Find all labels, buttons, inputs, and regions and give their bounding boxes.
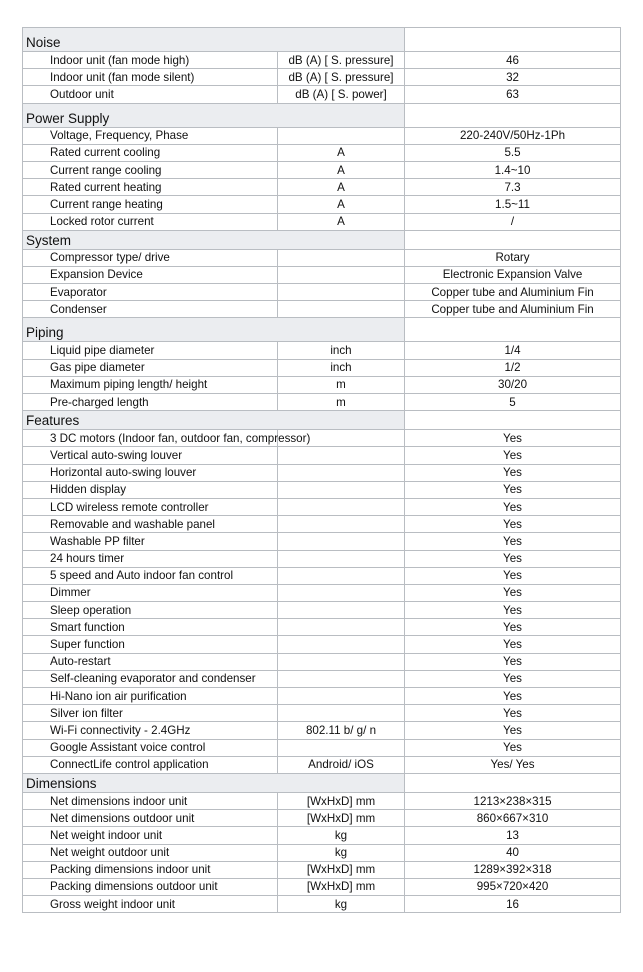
- spec-row: [23, 249, 621, 266]
- spec-row: [23, 69, 621, 86]
- spec-value: Electronic Expansion Valve: [405, 266, 621, 283]
- spec-unit: [278, 533, 405, 550]
- spec-row: [23, 464, 621, 481]
- spec-unit: [278, 481, 405, 498]
- spec-row: [23, 284, 621, 301]
- spec-label: 5 speed and Auto indoor fan control: [23, 567, 278, 584]
- spec-label: Indoor unit (fan mode silent): [23, 69, 278, 86]
- spec-value: Yes: [405, 653, 621, 670]
- spec-row: [23, 722, 621, 739]
- section-header: [23, 318, 621, 342]
- spec-value: 5.5: [405, 144, 621, 161]
- section-title: Features: [23, 411, 405, 430]
- spec-value: Copper tube and Aluminium Fin: [405, 301, 621, 318]
- spec-value: Yes: [405, 688, 621, 705]
- spec-unit: [278, 447, 405, 464]
- section-header-blank: [405, 28, 621, 52]
- spec-row: [23, 810, 621, 827]
- section-header: [23, 230, 621, 249]
- spec-unit: 802.11 b/ g/ n: [278, 722, 405, 739]
- spec-value: Yes: [405, 739, 621, 756]
- spec-unit: kg: [278, 844, 405, 861]
- spec-label: Sleep operation: [23, 602, 278, 619]
- spec-table: [22, 27, 621, 913]
- spec-label: Auto-restart: [23, 653, 278, 670]
- spec-label: Locked rotor current: [23, 213, 278, 230]
- spec-value: Yes: [405, 447, 621, 464]
- spec-label: Self-cleaning evaporator and condenser: [23, 670, 278, 687]
- spec-label: Horizontal auto-swing louver: [23, 464, 278, 481]
- spec-label: Hi-Nano ion air purification: [23, 688, 278, 705]
- section-header-blank: [405, 411, 621, 430]
- spec-value: Yes: [405, 533, 621, 550]
- spec-value: Yes: [405, 636, 621, 653]
- spec-row: [23, 86, 621, 103]
- spec-row: [23, 359, 621, 376]
- spec-value: Yes: [405, 619, 621, 636]
- section-header-blank: [405, 103, 621, 127]
- spec-row: [23, 179, 621, 196]
- spec-value: Yes: [405, 498, 621, 515]
- spec-row: [23, 636, 621, 653]
- spec-unit: [WxHxD] mm: [278, 792, 405, 809]
- spec-value: Yes: [405, 705, 621, 722]
- spec-value: 1/4: [405, 342, 621, 359]
- spec-unit: A: [278, 144, 405, 161]
- spec-label: 3 DC motors (Indoor fan, outdoor fan, compressor): [23, 430, 278, 447]
- spec-value: 40: [405, 844, 621, 861]
- spec-row: [23, 301, 621, 318]
- spec-label: 24 hours timer: [23, 550, 278, 567]
- spec-table-container: [22, 27, 620, 913]
- spec-value: Yes: [405, 722, 621, 739]
- spec-label: ConnectLife control application: [23, 756, 278, 773]
- spec-unit: dB (A) [ S. power]: [278, 86, 405, 103]
- spec-unit: [278, 127, 405, 144]
- spec-label: Pre-charged length: [23, 394, 278, 411]
- spec-label: Hidden display: [23, 481, 278, 498]
- spec-value: 7.3: [405, 179, 621, 196]
- spec-unit: A: [278, 179, 405, 196]
- spec-value: 46: [405, 52, 621, 69]
- spec-unit: [278, 584, 405, 601]
- spec-unit: A: [278, 213, 405, 230]
- spec-row: [23, 670, 621, 687]
- spec-value: Yes: [405, 670, 621, 687]
- spec-value: 32: [405, 69, 621, 86]
- spec-row: [23, 756, 621, 773]
- section-title: Noise: [23, 28, 405, 52]
- spec-label: Rated current cooling: [23, 144, 278, 161]
- spec-value: Yes: [405, 464, 621, 481]
- section-title: Power Supply: [23, 103, 405, 127]
- spec-unit: [278, 266, 405, 283]
- spec-value: 63: [405, 86, 621, 103]
- section-title: Dimensions: [23, 773, 405, 792]
- spec-label: Packing dimensions indoor unit: [23, 861, 278, 878]
- spec-unit: Android/ iOS: [278, 756, 405, 773]
- spec-row: [23, 896, 621, 913]
- spec-label: Dimmer: [23, 584, 278, 601]
- spec-unit: [278, 688, 405, 705]
- spec-label: Gas pipe diameter: [23, 359, 278, 376]
- spec-label: Wi-Fi connectivity - 2.4GHz: [23, 722, 278, 739]
- spec-value: 1213×238×315: [405, 792, 621, 809]
- spec-row: [23, 533, 621, 550]
- spec-label: Packing dimensions outdoor unit: [23, 878, 278, 895]
- spec-label: Vertical auto-swing louver: [23, 447, 278, 464]
- spec-label: Silver ion filter: [23, 705, 278, 722]
- spec-value: 1/2: [405, 359, 621, 376]
- spec-label: Expansion Device: [23, 266, 278, 283]
- spec-unit: [278, 705, 405, 722]
- spec-value: 16: [405, 896, 621, 913]
- spec-label: Washable PP filter: [23, 533, 278, 550]
- spec-label: Rated current heating: [23, 179, 278, 196]
- spec-unit: [278, 301, 405, 318]
- spec-value: /: [405, 213, 621, 230]
- spec-row: [23, 550, 621, 567]
- spec-value: Yes: [405, 550, 621, 567]
- spec-label: Voltage, Frequency, Phase: [23, 127, 278, 144]
- spec-row: [23, 342, 621, 359]
- spec-unit: [278, 653, 405, 670]
- spec-value: 220-240V/50Hz-1Ph: [405, 127, 621, 144]
- spec-row: [23, 52, 621, 69]
- spec-unit: inch: [278, 342, 405, 359]
- spec-unit: [278, 602, 405, 619]
- spec-label: Compressor type/ drive: [23, 249, 278, 266]
- spec-table-body: [23, 28, 621, 913]
- spec-unit: inch: [278, 359, 405, 376]
- spec-label: Smart function: [23, 619, 278, 636]
- spec-value: Yes: [405, 567, 621, 584]
- spec-unit: m: [278, 376, 405, 393]
- spec-value: Copper tube and Aluminium Fin: [405, 284, 621, 301]
- section-header: [23, 103, 621, 127]
- spec-label: Removable and washable panel: [23, 516, 278, 533]
- spec-row: [23, 376, 621, 393]
- spec-unit: [278, 498, 405, 515]
- spec-row: [23, 705, 621, 722]
- spec-row: [23, 792, 621, 809]
- spec-row: [23, 213, 621, 230]
- spec-value: Rotary: [405, 249, 621, 266]
- spec-unit: dB (A) [ S. pressure]: [278, 69, 405, 86]
- spec-value: Yes: [405, 516, 621, 533]
- spec-value: 13: [405, 827, 621, 844]
- spec-row: [23, 861, 621, 878]
- spec-label: Google Assistant voice control: [23, 739, 278, 756]
- spec-row: [23, 584, 621, 601]
- spec-label: Indoor unit (fan mode high): [23, 52, 278, 69]
- spec-label: Super function: [23, 636, 278, 653]
- spec-row: [23, 567, 621, 584]
- section-header-blank: [405, 230, 621, 249]
- section-header-blank: [405, 773, 621, 792]
- spec-label: Current range heating: [23, 196, 278, 213]
- spec-row: [23, 844, 621, 861]
- spec-value: 995×720×420: [405, 878, 621, 895]
- spec-value: Yes: [405, 602, 621, 619]
- spec-unit: dB (A) [ S. pressure]: [278, 52, 405, 69]
- spec-row: [23, 144, 621, 161]
- spec-row: [23, 739, 621, 756]
- spec-row: [23, 430, 621, 447]
- spec-unit: [278, 619, 405, 636]
- spec-unit: [WxHxD] mm: [278, 878, 405, 895]
- spec-row: [23, 447, 621, 464]
- spec-label: Net weight indoor unit: [23, 827, 278, 844]
- spec-label: Current range cooling: [23, 161, 278, 178]
- spec-label: Maximum piping length/ height: [23, 376, 278, 393]
- spec-unit: [278, 516, 405, 533]
- spec-unit: [WxHxD] mm: [278, 810, 405, 827]
- spec-unit: [278, 567, 405, 584]
- spec-unit: [278, 550, 405, 567]
- spec-value: 1.5~11: [405, 196, 621, 213]
- spec-unit: [278, 636, 405, 653]
- spec-label: Gross weight indoor unit: [23, 896, 278, 913]
- spec-row: [23, 516, 621, 533]
- section-header: [23, 411, 621, 430]
- spec-value: 5: [405, 394, 621, 411]
- spec-row: [23, 827, 621, 844]
- section-header: [23, 773, 621, 792]
- spec-label: Net dimensions outdoor unit: [23, 810, 278, 827]
- spec-label: Condenser: [23, 301, 278, 318]
- spec-value: Yes: [405, 481, 621, 498]
- section-header-blank: [405, 318, 621, 342]
- spec-row: [23, 878, 621, 895]
- spec-row: [23, 266, 621, 283]
- spec-unit: A: [278, 161, 405, 178]
- spec-row: [23, 127, 621, 144]
- spec-label: Net weight outdoor unit: [23, 844, 278, 861]
- spec-value: Yes: [405, 430, 621, 447]
- spec-row: [23, 394, 621, 411]
- section-title: System: [23, 230, 405, 249]
- spec-unit: kg: [278, 827, 405, 844]
- spec-unit: kg: [278, 896, 405, 913]
- spec-unit: [278, 670, 405, 687]
- spec-label: Net dimensions indoor unit: [23, 792, 278, 809]
- section-title: Piping: [23, 318, 405, 342]
- spec-unit: A: [278, 196, 405, 213]
- spec-label: Outdoor unit: [23, 86, 278, 103]
- spec-label: Liquid pipe diameter: [23, 342, 278, 359]
- spec-row: [23, 653, 621, 670]
- spec-label: Evaporator: [23, 284, 278, 301]
- spec-unit: [278, 249, 405, 266]
- spec-row: [23, 161, 621, 178]
- spec-row: [23, 602, 621, 619]
- section-header: [23, 28, 621, 52]
- spec-value: 1289×392×318: [405, 861, 621, 878]
- spec-value: 860×667×310: [405, 810, 621, 827]
- spec-row: [23, 688, 621, 705]
- spec-unit: m: [278, 394, 405, 411]
- spec-label: LCD wireless remote controller: [23, 498, 278, 515]
- spec-value: Yes: [405, 584, 621, 601]
- spec-value: 1.4~10: [405, 161, 621, 178]
- spec-unit: [278, 464, 405, 481]
- spec-unit: [278, 284, 405, 301]
- spec-unit: [278, 739, 405, 756]
- spec-row: [23, 498, 621, 515]
- spec-row: [23, 481, 621, 498]
- spec-unit: [WxHxD] mm: [278, 861, 405, 878]
- spec-row: [23, 196, 621, 213]
- spec-value: 30/20: [405, 376, 621, 393]
- spec-value: Yes/ Yes: [405, 756, 621, 773]
- spec-row: [23, 619, 621, 636]
